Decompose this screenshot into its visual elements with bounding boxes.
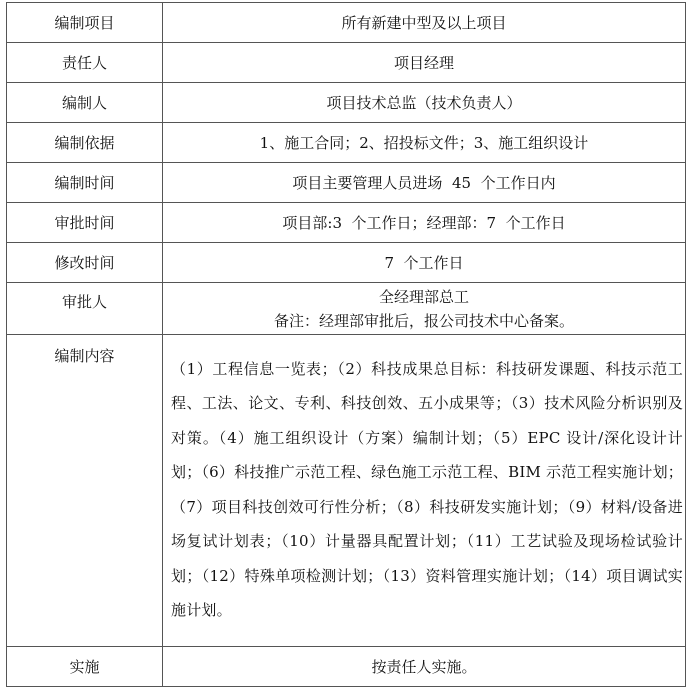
- plan-table: [6, 2, 686, 687]
- row-label: 编制人: [7, 83, 163, 123]
- implementation-row: [7, 647, 686, 687]
- row-label: 修改时间: [7, 243, 163, 283]
- implementation-label: 实施: [7, 647, 163, 687]
- table-row: [7, 203, 686, 243]
- row-value: 项目主要管理人员进场 45 个工作日内: [163, 163, 686, 203]
- row-label: 责任人: [7, 43, 163, 83]
- implementation-value: 按责任人实施。: [163, 647, 686, 687]
- row-label: 审批时间: [7, 203, 163, 243]
- approver-name: 全经理部总工: [378, 287, 469, 306]
- table-row: [7, 163, 686, 203]
- table-row: [7, 83, 686, 123]
- approver-value: [163, 283, 686, 335]
- row-value: 项目部:3 个工作日；经理部：7 个工作日: [163, 203, 686, 243]
- row-label: 编制依据: [7, 123, 163, 163]
- row-value: 7 个工作日: [163, 243, 686, 283]
- row-label: 编制项目: [7, 3, 163, 43]
- row-value: 所有新建中型及以上项目: [163, 3, 686, 43]
- row-label: 编制时间: [7, 163, 163, 203]
- contents-text: （1）工程信息一览表；（2）科技成果总目标：科技研发课题、科技示范工程、工法、论文、专利、科技创效、五小成果等；（3）技术风险分析识别及对策。（4）施工组织设计（方案）编制计划；（5）EPC 设计/深化设计计划；（6）科技推广示范工程、绿色施工示范工程、BIM 示范工程实施计划；（7）项目科技创效可行性分析；（8）科技研发实施计划；（9）材料/设备进场复试计划表；（10）计量器具配置计划；（11）工艺试验及现场检试验计划；（12）特殊单项检测计划；（13）资料管理实施计划；（14）项目调试实施计划。: [163, 335, 686, 647]
- row-value: 1、施工合同；2、招投标文件；3、施工组织设计: [163, 123, 686, 163]
- approver-label: 审批人: [7, 283, 163, 335]
- contents-label: 编制内容: [7, 335, 163, 647]
- approver-remark: 备注：经理部审批后，报公司技术中心备案。: [273, 311, 574, 330]
- row-value: 项目经理: [163, 43, 686, 83]
- table-row: [7, 243, 686, 283]
- table-row: [7, 43, 686, 83]
- contents-row: [7, 335, 686, 647]
- table-row: [7, 3, 686, 43]
- approver-row: [7, 283, 686, 335]
- row-value: 项目技术总监（技术负责人）: [163, 83, 686, 123]
- table-row: [7, 123, 686, 163]
